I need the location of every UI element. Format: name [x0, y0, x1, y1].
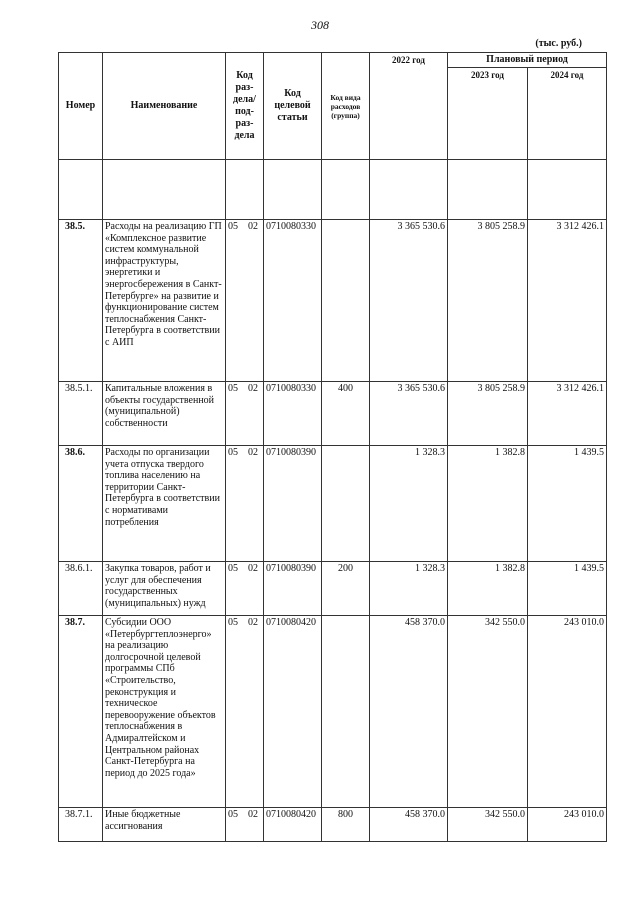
row-2023: 1 382.8	[448, 562, 528, 616]
row-target: 0710080330	[264, 220, 322, 382]
row-group: 800	[322, 808, 370, 842]
header-section: Код раз-дела/ под-раз-дела	[226, 53, 264, 160]
row-2023: 342 550.0	[448, 616, 528, 808]
row-target: 0710080330	[264, 382, 322, 446]
row-2024: 1 439.5	[528, 446, 607, 562]
budget-table	[58, 52, 607, 842]
row-number: 38.5.	[59, 220, 103, 382]
header-name: Наименование	[103, 53, 226, 160]
row-2024: 3 312 426.1	[528, 382, 607, 446]
table-row	[59, 808, 607, 842]
row-group: 400	[322, 382, 370, 446]
row-number: 38.7.	[59, 616, 103, 808]
row-group	[322, 616, 370, 808]
row-group	[322, 446, 370, 562]
units-label: (тыс. руб.)	[535, 38, 582, 49]
table-row	[59, 616, 607, 808]
header-number: Номер	[59, 53, 103, 160]
row-2022: 1 328.3	[370, 446, 448, 562]
table-row	[59, 220, 607, 382]
row-section: 05 02	[226, 220, 264, 382]
row-2023: 1 382.8	[448, 446, 528, 562]
header-2022: 2022 год	[370, 53, 448, 160]
header-target: Код целевой статьи	[264, 53, 322, 160]
row-2023: 3 805 258.9	[448, 220, 528, 382]
row-2022: 458 370.0	[370, 808, 448, 842]
table-row	[59, 382, 607, 446]
row-target: 0710080420	[264, 616, 322, 808]
row-2022: 3 365 530.6	[370, 382, 448, 446]
header-2023: 2023 год	[448, 68, 528, 160]
header-expense: Код вида расходов (группа)	[322, 53, 370, 160]
header-row-1	[59, 53, 607, 68]
row-name: Расходы по организации учета отпуска твердого топлива населению на территории Санкт-Петербурга в соответствии с нормативами потребления	[103, 446, 226, 562]
row-group: 200	[322, 562, 370, 616]
row-section: 05 02	[226, 562, 264, 616]
row-2024: 243 010.0	[528, 616, 607, 808]
row-2022: 1 328.3	[370, 562, 448, 616]
row-target: 0710080420	[264, 808, 322, 842]
row-section: 05 02	[226, 616, 264, 808]
row-name: Иные бюджетные ассигнования	[103, 808, 226, 842]
row-number: 38.6.1.	[59, 562, 103, 616]
row-target: 0710080390	[264, 562, 322, 616]
table-row	[59, 562, 607, 616]
row-section: 05 02	[226, 382, 264, 446]
row-name: Субсидии ООО «Петербургтеплоэнерго» на реализацию долгосрочной целевой программы СПб «Строительство, реконструкция и техническое перевооружение объектов теплоснабжения в Адмиралтейском и Центральном районах Санкт-Петербурга на период до 2025 года»	[103, 616, 226, 808]
row-2022: 3 365 530.6	[370, 220, 448, 382]
row-group	[322, 220, 370, 382]
page-number: 308	[311, 18, 329, 32]
header-planned: Плановый период	[448, 53, 607, 68]
row-2023: 342 550.0	[448, 808, 528, 842]
row-number: 38.7.1.	[59, 808, 103, 842]
row-2024: 3 312 426.1	[528, 220, 607, 382]
row-name: Закупка товаров, работ и услуг для обеспечения государственных (муниципальных) нужд	[103, 562, 226, 616]
spacer-row	[59, 160, 607, 220]
row-2022: 458 370.0	[370, 616, 448, 808]
row-number: 38.6.	[59, 446, 103, 562]
row-2024: 1 439.5	[528, 562, 607, 616]
row-name: Капитальные вложения в объекты государственной (муниципальной) собственности	[103, 382, 226, 446]
row-number: 38.5.1.	[59, 382, 103, 446]
row-2024: 243 010.0	[528, 808, 607, 842]
row-2023: 3 805 258.9	[448, 382, 528, 446]
header-2024: 2024 год	[528, 68, 607, 160]
row-target: 0710080390	[264, 446, 322, 562]
row-section: 05 02	[226, 446, 264, 562]
row-name: Расходы на реализацию ГП «Комплексное развитие систем коммунальной инфраструктуры, энергетики и энергосбережения в Санкт-Петербурге» на развитие и функционирование систем теплоснабжения Санкт-Петербурга в соответствии с АИП	[103, 220, 226, 382]
row-section: 05 02	[226, 808, 264, 842]
table-row	[59, 446, 607, 562]
